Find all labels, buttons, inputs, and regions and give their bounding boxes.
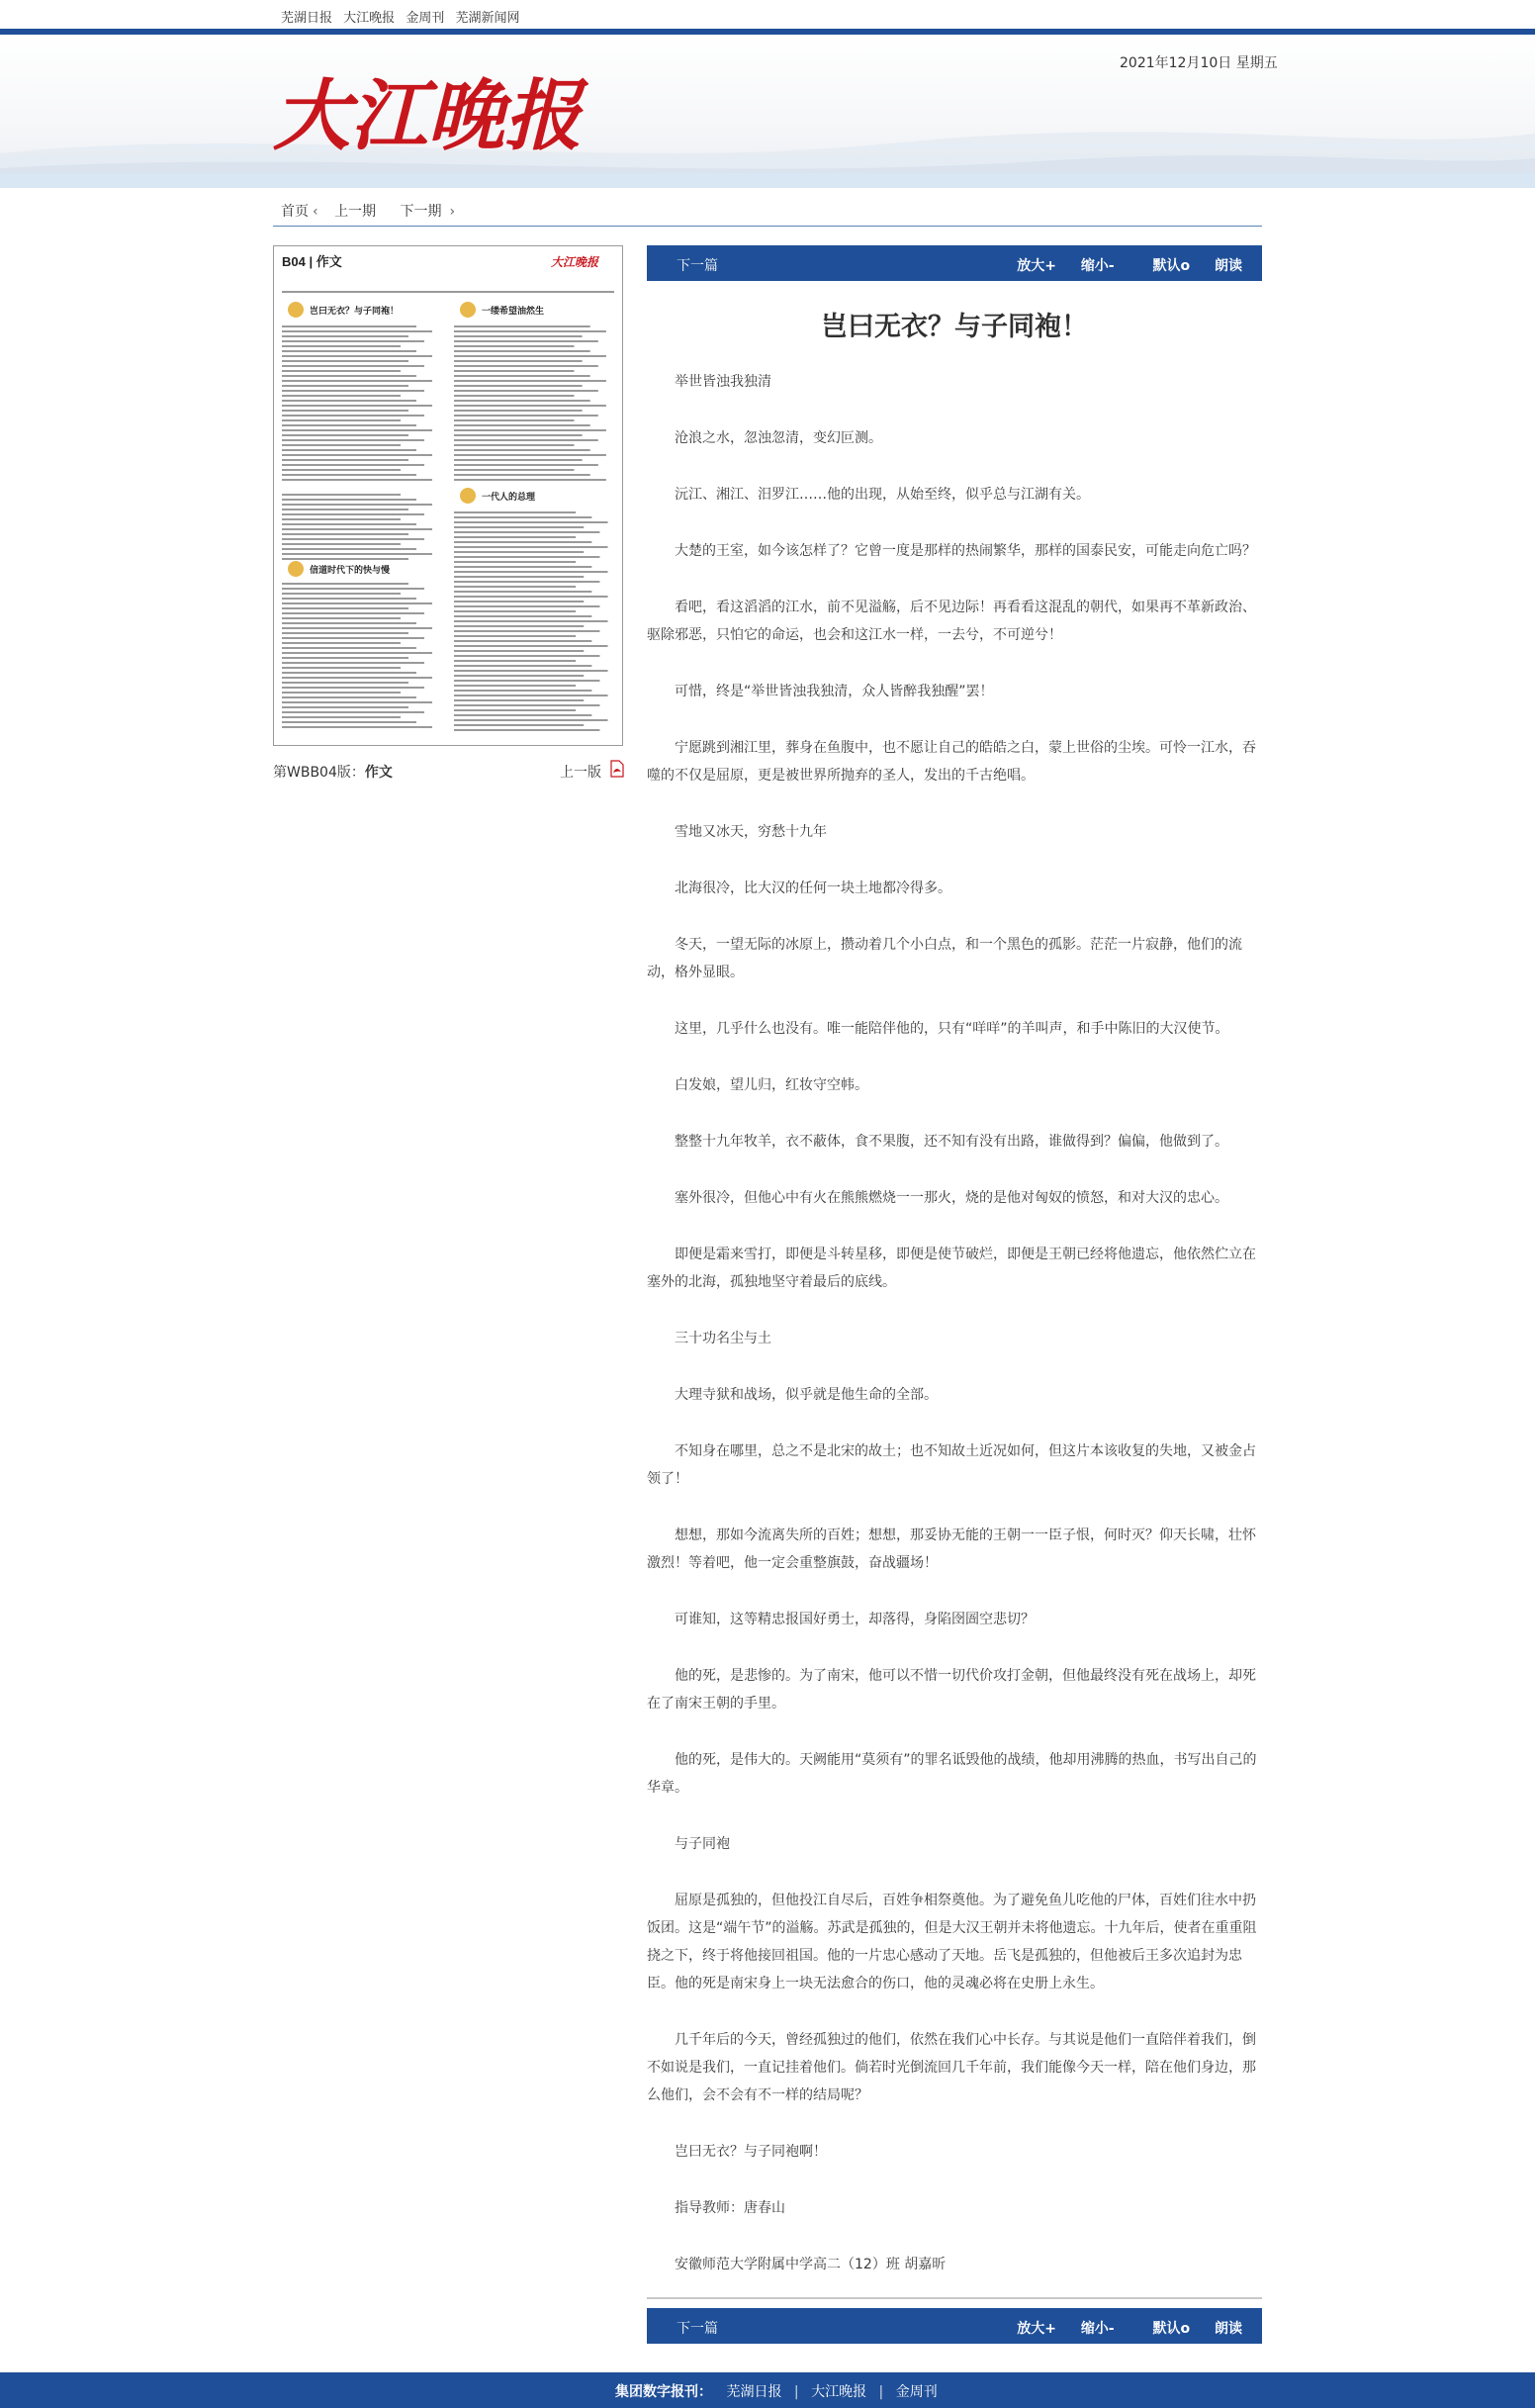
footer-link-dajiang-evening[interactable]: 大江晚报 (811, 2384, 867, 2400)
nav-divider (273, 226, 1262, 227)
logo-text: 大江晚报 (273, 71, 583, 161)
chevron-left-icon: ‹ (313, 204, 318, 220)
thumb-page-label: B04 | 作文 (282, 254, 342, 269)
header-bottom-band (0, 173, 1535, 188)
thumb-headline-1: 岂曰无衣？与子同袍！ (310, 306, 400, 316)
article-body (647, 368, 1262, 2307)
article-paragraph: 举世皆浊我独清 (675, 374, 771, 390)
toplink-dajiang-evening[interactable]: 大江晚报 (343, 11, 396, 26)
footer-separator: | (878, 2384, 884, 2400)
masthead (0, 35, 1535, 188)
toplink-jin-weekly[interactable]: 金周刊 (406, 11, 445, 26)
article-paragraph: 大楚的王室，如今该怎样了？它曾一度是那样的热闹繁华，那样的国泰民安，可能走向危亡吗？ (675, 543, 1256, 559)
read-aloud-button-bottom[interactable]: 朗读 (1215, 2321, 1242, 2337)
header-wave-decoration (0, 35, 1535, 188)
article-paragraph: 安徽师范大学附属中学高二（12）班 胡嘉昕 (675, 2257, 947, 2272)
article-paragraph: 可谁知，这等精忠报国好勇士，却落得，身陷囹圄空悲切？ (675, 1612, 1035, 1627)
article-toolbar-top (647, 245, 1262, 281)
article-end-rule (647, 2297, 1262, 2299)
footer-bar (0, 2372, 1535, 2408)
article-paragraph: 整整十九年牧羊，衣不蔽体，食不果腹，还不知有没有出路，谁做得到？偏偏，他做到了。 (675, 1134, 1228, 1150)
zoom-out-button[interactable]: 缩小- (1080, 258, 1115, 274)
article-paragraph: 看吧，看这滔滔的江水，前不见溢觞，后不见边际！再看看这混乱的朝代，如果再不革新政治、驱除邪恶，只怕它的命运，也会和这江水一样，一去兮，不可逆兮！ (647, 600, 1256, 643)
nav-next-issue[interactable]: 下一期 (400, 204, 442, 220)
article-paragraph: 岂曰无衣？与子同袍啊！ (675, 2144, 827, 2160)
newspaper-page-preview (274, 246, 622, 745)
article-paragraph: 北海很冷，比大汉的任何一块土地都冷得多。 (675, 880, 951, 896)
toplink-wuhu-daily[interactable]: 芜湖日报 (281, 11, 333, 26)
issue-nav (281, 201, 467, 221)
page-thumbnail[interactable] (273, 245, 623, 746)
nav-home[interactable]: 首页 (281, 204, 309, 220)
page-section-link[interactable]: 作文 (364, 765, 393, 781)
default-size-button-bottom[interactable]: 默认o (1152, 2321, 1191, 2337)
thumb-logo: 大江晚报 (551, 255, 599, 269)
article-paragraph: 指导教师：唐春山 (675, 2200, 785, 2216)
thumb-headline-2: 一缕希望油然生 (482, 306, 545, 316)
toplink-wuhu-news[interactable]: 芜湖新闻网 (455, 11, 520, 26)
article-title: 岂曰无衣？与子同袍！ (821, 312, 1088, 342)
zoom-in-button[interactable]: 放大+ (1017, 258, 1056, 274)
article-paragraph: 与子同袍 (675, 1836, 730, 1852)
article-paragraph: 宁愿跳到湘江里，葬身在鱼腹中，也不愿让自己的皓皓之白，蒙上世俗的尘埃。可怜一江水，吞噬的不仅是屈原，更是被世界所抛弃的圣人，发出的千古绝唱。 (647, 740, 1256, 784)
article-paragraph: 想想，那如今流离失所的百姓；想想，那妥协无能的王朝一一臣子恨，何时灭？仰天长啸，壮怀激烈！等着吧，他一定会重整旗鼓，奋战疆场！ (647, 1528, 1256, 1571)
read-aloud-button[interactable]: 朗读 (1215, 258, 1242, 274)
logo-calligraphy-icon (273, 48, 583, 165)
thumb-headline-3: 一代人的总理 (482, 492, 536, 502)
footer-separator: | (793, 2384, 799, 2400)
article-paragraph: 屈原是孤独的，但他投江自尽后，百姓争相祭奠他。为了避免鱼儿吃他的尸体，百姓们往水中扔饭团。这是“端午节”的溢觞。苏武是孤独的，但是大汉王朝并未将他遗忘。十九年后，使者在重重阻挠之下，终于将他接回祖国。他的一片忠心感动了天地。岳飞是孤独的，但他被后王多次追封为忠臣。他的死是南宋身上一块无法愈合的伤口，他的灵魂必将在史册上永生。 (647, 1893, 1257, 1991)
page-caption (273, 762, 393, 782)
footer-label: 集团数字报刊： (615, 2384, 712, 2400)
article-paragraph: 他的死，是伟大的。天阙能用“莫须有”的罪名诋毁他的战绩，他却用沸腾的热血，书写出自己的华章。 (647, 1752, 1257, 1796)
article-paragraph: 他的死，是悲惨的。为了南宋，他可以不惜一切代价攻打金朝，但他最终没有死在战场上，却死在了南宋王朝的手里。 (647, 1668, 1256, 1712)
next-article-button[interactable]: 下一篇 (677, 258, 718, 274)
article-paragraph: 几千年后的今天，曾经孤独过的他们，依然在我们心中长存。与其说是他们一直陪伴着我们，倒不如说是我们，一直记挂着他们。倘若时光倒流回几千年前，我们能像今天一样，陪在他们身边，那么他们，会不会有不一样的结局呢？ (647, 2032, 1256, 2103)
article-paragraph: 三十功名尘与土 (675, 1331, 771, 1346)
article-paragraph: 雪地又冰天，穷愁十九年 (675, 824, 827, 840)
article-paragraph: 冬天，一望无际的冰原上，攒动着几个小白点，和一个黑色的孤影。茫茫一片寂静，他们的流动，格外显眼。 (647, 937, 1242, 980)
article-paragraph: 沧浪之水，忽浊忽清，变幻叵测。 (675, 430, 882, 446)
newspaper-logo[interactable] (273, 48, 583, 165)
zoom-in-button-bottom[interactable]: 放大+ (1017, 2321, 1056, 2337)
pdf-icon[interactable] (609, 760, 625, 778)
top-links-bar (0, 0, 1535, 29)
article-paragraph: 大理寺狱和战场，似乎就是他生命的全部。 (675, 1387, 938, 1403)
footer-link-wuhu-daily[interactable]: 芜湖日报 (726, 2384, 782, 2400)
next-article-button-bottom[interactable]: 下一篇 (677, 2321, 718, 2337)
issue-date: 2021年12月10日 星期五 (1120, 55, 1278, 71)
article-paragraph: 即便是霜来雪打，即便是斗转星移，即便是使节破烂，即便是王朝已经将他遗忘，他依然伫立在塞外的北海，孤独地坚守着最后的底线。 (647, 1247, 1256, 1290)
thumb-headline-4: 信道时代下的快与慢 (310, 565, 391, 575)
chevron-right-icon: › (449, 204, 456, 220)
article-paragraph: 白发娘，望儿归，红妆守空帏。 (675, 1077, 868, 1093)
page-caption-label: 第WBB04版： (273, 765, 365, 781)
zoom-out-button-bottom[interactable]: 缩小- (1080, 2321, 1115, 2337)
article-paragraph: 这里，几乎什么也没有。唯一能陪伴他的，只有“咩咩”的羊叫声，和手中陈旧的大汉使节。 (675, 1021, 1229, 1037)
article-paragraph: 塞外很冷，但他心中有火在熊熊燃烧一一那火，烧的是他对匈奴的愤怒，和对大汉的忠心。 (675, 1190, 1228, 1206)
article-toolbar-bottom (647, 2308, 1262, 2344)
default-size-button[interactable]: 默认o (1152, 258, 1191, 274)
footer-link-jin-weekly[interactable]: 金周刊 (895, 2384, 938, 2400)
article-paragraph: 沅江、湘江、汨罗江……他的出现，从始至终，似乎总与江湖有关。 (675, 487, 1090, 503)
nav-prev-issue[interactable]: 上一期 (334, 204, 377, 220)
article-paragraph: 不知身在哪里，总之不是北宋的故土；也不知故土近况如何，但这片本该收复的失地，又被金占领了！ (647, 1443, 1256, 1487)
prev-page-link[interactable]: 上一版 (560, 765, 601, 781)
article-paragraph: 可惜，终是“举世皆浊我独清，众人皆醉我独醒”罢！ (675, 684, 994, 699)
